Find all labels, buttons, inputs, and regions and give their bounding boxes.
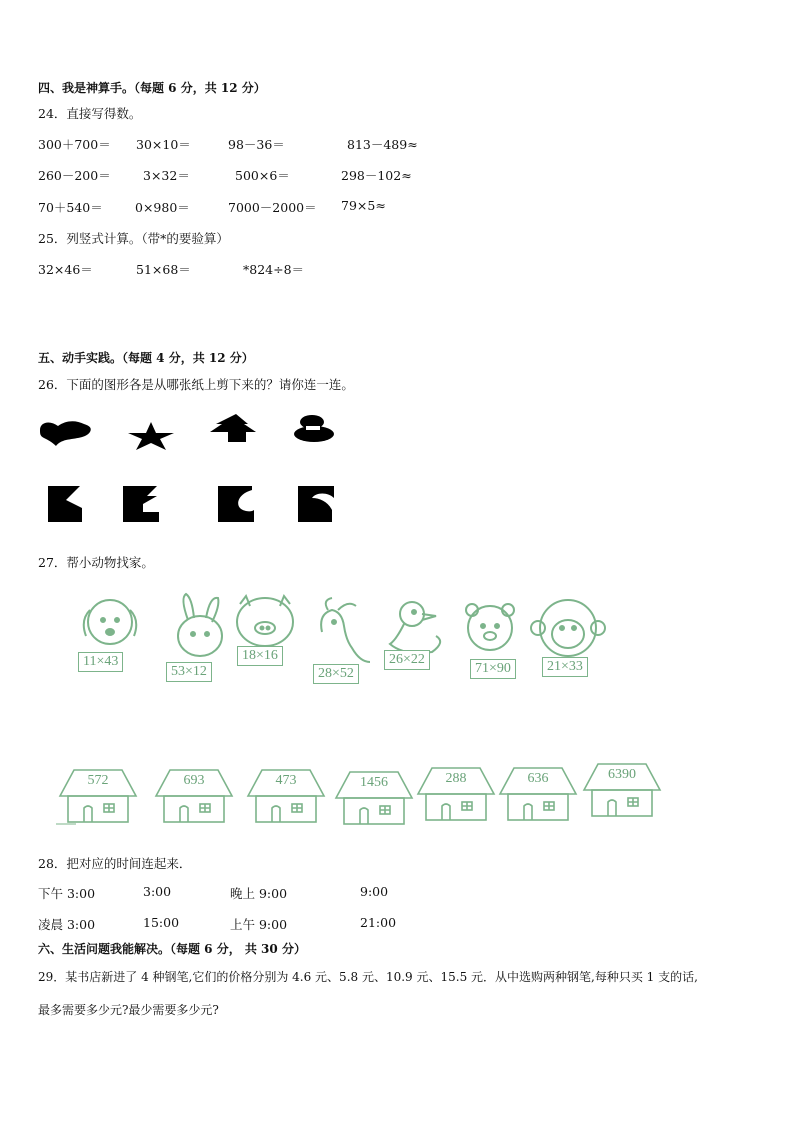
time-item: 15:00: [143, 915, 180, 930]
calc-item: 3×32＝: [143, 168, 190, 183]
paper-4: [298, 486, 334, 522]
q25-prompt: 25．列竖式计算。（带*的要验算）: [38, 231, 229, 246]
star-shape: [128, 422, 174, 450]
animal-card-rabbit: 53×12: [166, 662, 212, 682]
animal-card-duck: 26×22: [384, 650, 430, 670]
q24-prompt: 24．直接写得数。: [38, 106, 142, 121]
q26-shapes: [36, 410, 346, 530]
house-number: 693: [183, 773, 205, 788]
q29-text-line2: 最多需要多少元?最少需要多少元?: [38, 1003, 219, 1017]
calc-item: 813－489≈: [347, 137, 418, 152]
animal-card-monkey: 21×33: [542, 657, 588, 677]
time-item: 晚上 9:00: [230, 886, 288, 901]
paper-1: [48, 486, 82, 522]
calc-item: 7000－2000＝: [228, 200, 317, 215]
calc-item: 79×5≈: [341, 198, 386, 213]
animal-card-bear: 71×90: [470, 659, 516, 679]
calc-item: 0×980＝: [135, 200, 190, 215]
pig-icon: [237, 596, 293, 646]
calc-item: 260－200＝: [38, 168, 111, 183]
calc-item: 30×10＝: [136, 137, 191, 152]
q29-text-line1: 29．某书店新进了 4 种钢笔,它们的价格分别为 4.6 元、5.8 元、10.9 元、15.5 元．从中选购两种钢笔,每种只买 1 支的话,: [38, 970, 698, 984]
time-item: 9:00: [360, 884, 389, 899]
calc-item: 70＋540＝: [38, 200, 103, 215]
q28-prompt: 28．把对应的时间连起来．: [38, 856, 192, 871]
dog-icon: [84, 600, 137, 644]
vertical-calc-item: *824÷8＝: [243, 262, 305, 277]
heart-shape: [40, 421, 91, 446]
section-6-title: 六、生活问题我能解决。（每题 6 分， 共 30 分）: [38, 942, 306, 956]
house-number: 6390: [608, 767, 636, 782]
house-number: 473: [275, 773, 297, 788]
animal-card-goat: 28×52: [313, 664, 359, 684]
time-item: 3:00: [143, 884, 172, 899]
duck-icon: [390, 602, 440, 653]
arrow-shape: [210, 414, 256, 442]
q27-prompt: 27．帮小动物找家。: [38, 555, 154, 570]
time-item: 上午 9:00: [230, 917, 288, 932]
house-number: 288: [445, 771, 467, 786]
time-item: 下午 3:00: [38, 886, 96, 901]
calc-item: 300＋700＝: [38, 137, 111, 152]
house-number: 1456: [360, 775, 388, 790]
calc-item: 500×6＝: [235, 168, 290, 183]
animal-card-pig: 18×16: [237, 646, 283, 666]
section-4-title: 四、我是神算手。（每题 6 分，共 12 分）: [38, 81, 266, 95]
time-item: 凌晨 3:00: [38, 917, 96, 932]
house-number: 572: [87, 773, 109, 788]
vertical-calc-item: 51×68＝: [136, 262, 191, 277]
goat-icon: [321, 598, 370, 662]
q26-prompt: 26．下面的图形各是从哪张纸上剪下来的？请你连一连。: [38, 377, 354, 392]
monkey-icon: [531, 600, 605, 656]
animal-card-dog: 11×43: [78, 652, 123, 672]
rabbit-icon: [178, 594, 222, 656]
q27-houses-art: [56, 760, 676, 830]
vertical-calc-item: 32×46＝: [38, 262, 93, 277]
section-5-title: 五、动手实践。（每题 4 分，共 12 分）: [38, 351, 254, 365]
calc-item: 298－102≈: [341, 168, 412, 183]
paper-2: [123, 486, 159, 522]
paper-3: [218, 486, 254, 522]
calc-item: 98－36＝: [228, 137, 285, 152]
time-item: 21:00: [360, 915, 397, 930]
house-number: 636: [527, 771, 549, 786]
figure-eight-shape: [294, 415, 334, 442]
bear-icon: [466, 604, 514, 650]
